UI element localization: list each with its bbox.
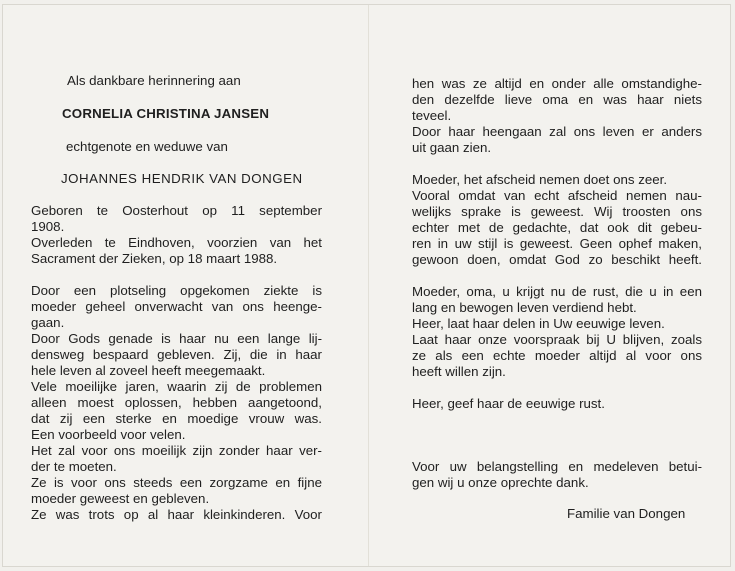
text-line: Moeder, oma, u krijgt nu de rust, die u in een xyxy=(412,284,702,299)
text-line: hen was ze altijd en onder alle omstandighe- xyxy=(412,76,702,91)
text-line: moeder geheel onverwacht van ons heenge- xyxy=(31,299,322,314)
death-line: Sacrament der Zieken, op 18 maart 1988. xyxy=(31,251,278,266)
intro-text: Als dankbare herinnering aan xyxy=(67,73,241,88)
text-line: Door haar heengaan zal ons leven er anders xyxy=(412,124,702,139)
text-line: Een voorbeeld voor velen. xyxy=(31,427,186,442)
birth-line: 1908. xyxy=(31,219,65,234)
text-line: der te moeten. xyxy=(31,459,117,474)
thanks-line: Voor uw belangstelling en medeleven betui- xyxy=(412,459,702,474)
text-line: Moeder, het afscheid nemen doet ons zeer. xyxy=(412,172,668,187)
text-line: dat zij een sterke en moedige vrouw was. xyxy=(31,411,322,426)
text-line: welijks sprake is geweest. Wij troosten ons xyxy=(412,204,702,219)
right-page xyxy=(369,5,732,566)
text-line: Vele moeilijke jaren, waarin zij de problemen xyxy=(31,379,322,394)
death-line: Overleden te Eindhoven, voorzien van het xyxy=(31,235,322,250)
text-line: Ze is voor ons steeds een zorgzame en fijne xyxy=(31,475,322,490)
text-line: ren in uw stijl is geweest. Geen ophef maken, xyxy=(412,236,702,251)
text-line: moeder geweest en gebleven. xyxy=(31,491,210,506)
text-line: gaan. xyxy=(31,315,65,330)
relation-text: echtgenote en weduwe van xyxy=(66,139,228,154)
family-signature: Familie van Dongen xyxy=(567,506,686,521)
text-line: Vooral omdat van echt afscheid nemen nau- xyxy=(412,188,702,203)
text-line: Het zal voor ons moeilijk zijn zonder haar ver- xyxy=(31,443,322,458)
text-line: lang en bewogen leven verdiend hebt. xyxy=(412,300,637,315)
memorial-card xyxy=(2,4,731,567)
prayer-line: Heer, geef haar de eeuwige rust. xyxy=(412,396,605,411)
text-line: Door een plotseling opgekomen ziekte is xyxy=(31,283,322,298)
text-line: uit gaan zien. xyxy=(412,140,492,155)
text-line: gewoon doen, omdat God zo beschikt heeft. xyxy=(412,252,702,267)
left-page xyxy=(3,5,369,566)
spouse-name: JOHANNES HENDRIK VAN DONGEN xyxy=(61,171,303,186)
text-line: heeft willen zijn. xyxy=(412,364,506,379)
text-line: teveel. xyxy=(412,108,452,123)
text-line: hele leven al zoveel heeft meegemaakt. xyxy=(31,363,266,378)
text-line: alleen moest oplossen, hebben aangetoond, xyxy=(31,395,322,410)
text-line: den dezelfde lieve oma en was haar niets xyxy=(412,92,702,107)
text-line: densweg bespaard gebleven. Zij, die in haar xyxy=(31,347,322,362)
text-line: ze als een echte moeder altijd al voor ons xyxy=(412,348,702,363)
birth-line: Geboren te Oosterhout op 11 september xyxy=(31,203,322,218)
text-line: Heer, laat haar delen in Uw eeuwige leven. xyxy=(412,316,665,331)
deceased-name: CORNELIA CHRISTINA JANSEN xyxy=(62,106,270,121)
thanks-line: gen wij u onze oprechte dank. xyxy=(412,475,589,490)
text-line: echter met de gedachte, dat ook dit gebeu- xyxy=(412,220,702,235)
text-line: Door Gods genade is haar nu een lange lij- xyxy=(31,331,322,346)
text-line: Laat haar onze voorspraak bij U blijven, zoals xyxy=(412,332,702,347)
text-line: Ze was trots op al haar kleinkinderen. Voor xyxy=(31,507,322,522)
